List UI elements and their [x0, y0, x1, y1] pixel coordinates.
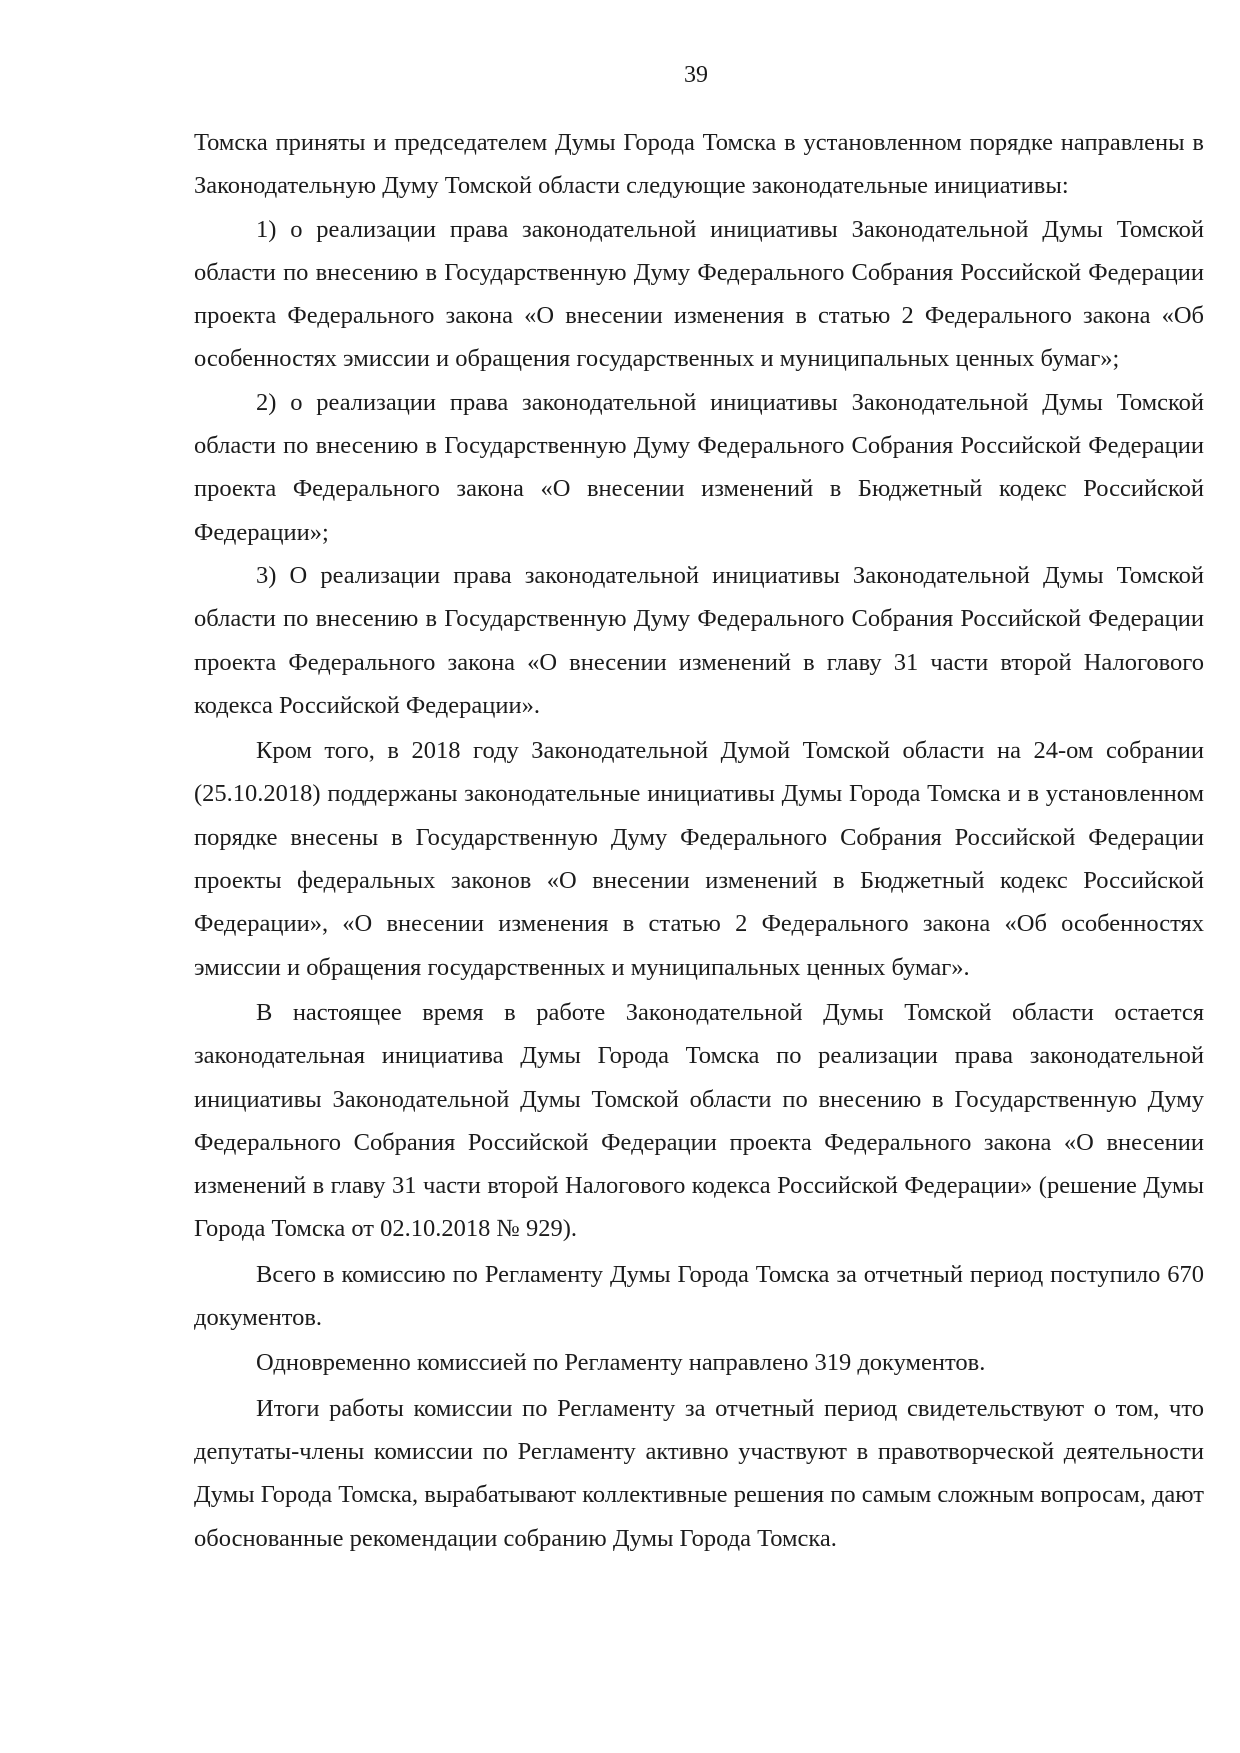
page-number: 39 [684, 62, 708, 88]
document-body [194, 121, 1204, 1560]
list-item-3: 3) О реализации права законодательной инициативы Законодательной Думы Томской области по внесению в Государственную Думу Федерального Собрания Российской Федерации проекта Федерального закона «О внесении изменений в главу 31 части второй Налогового кодекса Российской Федерации». [194, 561, 1204, 719]
paragraph-conclusion: Итоги работы комиссии по Регламенту за отчетный период свидетельствуют о том, что депутаты-члены комиссии по Регламенту активно участвуют в правотворческой деятельности Думы Города Томска, вырабатывают коллективные решения по самым сложным вопросам, дают обоснованные рекомендации собранию Думы Города Томска. [194, 1394, 1204, 1552]
paragraph-intro: Томска приняты и председателем Думы Города Томска в установленном порядке направлены в Законодательную Думу Томской области следующие законодательные инициативы: [194, 129, 1204, 200]
paragraph-documents-received: Всего в комиссию по Регламенту Думы Города Томска за отчетный период поступило 670 документов. [194, 1260, 1204, 1332]
paragraph-support: Кром того, в 2018 году Законодательной Думой Томской области на 24-ом собрании (25.10.2018) поддержаны законодательные инициативы Думы Города Томска и в установленном порядке внесены в Государственную Думу Федерального Собрания Российской Федерации проекты федеральных законов «О внесении изменений в Бюджетный кодекс Российской Федерации», «О внесении изменения в статью 2 Федерального закона «Об особенностях эмиссии и обращения государственных и муниципальных ценных бумаг». [194, 737, 1204, 981]
list-item-2: 2) о реализации права законодательной инициативы Законодательной Думы Томской области по внесению в Государственную Думу Федерального Собрания Российской Федерации проекта Федерального закона «О внесении изменений в Бюджетный кодекс Российской Федерации»; [194, 388, 1204, 546]
paragraph-documents-sent: Одновременно комиссией по Регламенту направлено 319 документов. [256, 1349, 986, 1377]
list-item-1: 1) о реализации права законодательной инициативы Законодательной Думы Томской области по внесению в Государственную Думу Федерального Собрания Российской Федерации проекта Федерального закона «О внесении изменения в статью 2 Федерального закона «Об особенностях эмиссии и обращения государственных и муниципальных ценных бумаг»; [194, 215, 1204, 373]
paragraph-current-work: В настоящее время в работе Законодательной Думы Томской области остается законодательная инициатива Думы Города Томска по реализации права законодательной инициативы Законодательной Думы Томской области по внесению в Государственную Думу Федерального Собрания Российской Федерации проекта Федерального закона «О внесении изменений в главу 31 части второй Налогового кодекса Российской Федерации» (решение Думы Города Томска от 02.10.2018 № 929). [194, 998, 1204, 1243]
